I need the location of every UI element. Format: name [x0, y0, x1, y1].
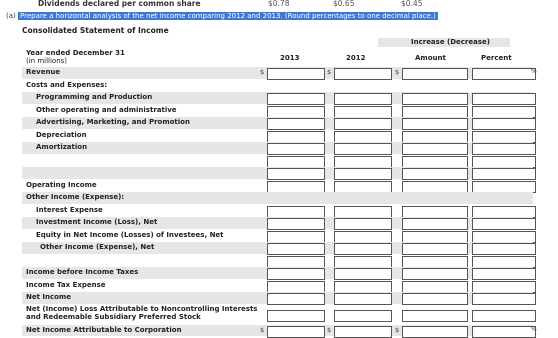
amortization-amount-input[interactable] [402, 143, 468, 155]
year-ended-label: Year ended December 31 [26, 49, 125, 57]
row-programming [22, 92, 533, 105]
revenue-percent-input[interactable] [472, 68, 536, 80]
depreciation-amount-input[interactable] [402, 131, 468, 143]
statement-title: Consolidated Statement of Income [22, 26, 169, 35]
revenue-amount-input[interactable] [402, 68, 468, 80]
row-label: Investment Income (Loss), Net [36, 218, 158, 226]
operating-income-2013-input[interactable] [267, 181, 325, 193]
equity-amount-input[interactable] [402, 231, 468, 243]
costs-total-amount-input[interactable] [402, 156, 468, 168]
nci-2012-input[interactable] [334, 310, 392, 322]
dollar-sign: $ [395, 325, 400, 334]
blank-percent-input[interactable] [472, 168, 536, 180]
other-operating-2012-input[interactable] [334, 106, 392, 118]
amortization-percent-input[interactable] [472, 143, 536, 155]
equity-2013-input[interactable] [267, 231, 325, 243]
row-other-total [22, 255, 533, 268]
row-label: Interest Expense [36, 205, 103, 214]
income-statement-table [22, 36, 537, 337]
other-total-percent-input[interactable] [472, 256, 536, 268]
row-other-operating [22, 105, 533, 118]
nci-2013-input[interactable] [267, 310, 325, 322]
row-tax [22, 280, 533, 293]
income-before-2012-input[interactable] [334, 268, 392, 280]
net-income-2012-input[interactable] [334, 293, 392, 305]
percent-sign: % [531, 325, 537, 333]
row-label: Income before Income Taxes [26, 268, 139, 276]
row-label: Equity in Net Income (Losses) of Investees, Net [36, 230, 224, 239]
other-net-percent-input[interactable] [472, 243, 536, 255]
nci-amount-input[interactable] [402, 310, 468, 322]
dividends-row [0, 0, 558, 10]
row-net-income [22, 292, 533, 305]
dollar-sign: $ [260, 68, 265, 76]
row-label: Advertising, Marketing, and Promotion [36, 118, 190, 126]
row-investment [22, 217, 533, 230]
blank-2012-input[interactable] [334, 168, 392, 180]
operating-income-amount-input[interactable] [402, 181, 468, 193]
blank-2013-input[interactable] [267, 168, 325, 180]
dividends-2011: $0.45 [401, 0, 423, 8]
programming-2013-input[interactable] [267, 93, 325, 105]
dividends-2013: $0.78 [268, 0, 290, 8]
tax-2013-input[interactable] [267, 281, 325, 293]
other-total-amount-input[interactable] [402, 256, 468, 268]
tax-amount-input[interactable] [402, 281, 468, 293]
advertising-percent-input[interactable] [472, 118, 536, 130]
row-other-net [22, 242, 533, 255]
row-label: Net Income Attributable to Corporation [26, 325, 182, 334]
row-revenue [22, 67, 537, 80]
investment-2013-input[interactable] [267, 218, 325, 230]
programming-amount-input[interactable] [402, 93, 468, 105]
other-operating-amount-input[interactable] [402, 106, 468, 118]
question-text: Prepare a horizontal analysis of the net income comparing 2012 and 2013. (Round percentages to one decimal place.) [20, 12, 436, 20]
row-amortization [22, 142, 533, 155]
operating-income-2012-input[interactable] [334, 181, 392, 193]
net-income-2013-input[interactable] [267, 293, 325, 305]
net-income-amount-input[interactable] [402, 293, 468, 305]
equity-percent-input[interactable] [472, 231, 536, 243]
row-equity [22, 230, 533, 243]
interest-amount-input[interactable] [402, 206, 468, 218]
row-interest [22, 205, 533, 218]
other-net-2013-input[interactable] [267, 243, 325, 255]
row-label: Net Income [26, 293, 71, 301]
dollar-sign: $ [327, 325, 332, 334]
costs-total-2013-input[interactable] [267, 156, 325, 168]
interest-percent-input[interactable] [472, 206, 536, 218]
percent-sign: % [531, 68, 537, 75]
amortization-2013-input[interactable] [267, 143, 325, 155]
costs-total-2012-input[interactable] [334, 156, 392, 168]
row-label: Operating Income [26, 180, 97, 189]
attrib-amount-input[interactable] [402, 326, 468, 338]
row-costs-total [22, 155, 533, 168]
row-label: Programming and Production [36, 93, 153, 101]
row-label: Other Income (Expense), Net [40, 243, 155, 251]
interest-2013-input[interactable] [267, 206, 325, 218]
advertising-2013-input[interactable] [267, 118, 325, 130]
income-before-amount-input[interactable] [402, 268, 468, 280]
other-operating-percent-input[interactable] [472, 106, 536, 118]
other-operating-2013-input[interactable] [267, 106, 325, 118]
row-label: Income Tax Expense [26, 280, 106, 289]
depreciation-percent-input[interactable] [472, 131, 536, 143]
row-income-before [22, 267, 533, 280]
programming-2012-input[interactable] [334, 93, 392, 105]
row-label: Amortization [36, 143, 88, 151]
row-blank [22, 167, 533, 180]
equity-2012-input[interactable] [334, 231, 392, 243]
header-spacer [22, 36, 533, 49]
col-percent-header: Percent [481, 54, 512, 62]
row-label: Net (Income) Loss Attributable to Noncontrolling Interests [26, 304, 258, 313]
row-other-income-header [22, 192, 533, 205]
row-label: Other operating and administrative [36, 105, 177, 114]
nci-percent-input[interactable] [472, 310, 536, 322]
row-label: Revenue [26, 68, 61, 76]
tax-2012-input[interactable] [334, 281, 392, 293]
other-net-amount-input[interactable] [402, 243, 468, 255]
row-advertising [22, 117, 533, 130]
other-total-2013-input[interactable] [267, 256, 325, 268]
row-label-cont: and Redeemable Subsidiary Preferred Stock [26, 312, 201, 321]
dollar-sign: $ [327, 68, 332, 76]
attrib-percent-input[interactable] [472, 326, 536, 338]
advertising-amount-input[interactable] [402, 118, 468, 130]
blank-amount-input[interactable] [402, 168, 468, 180]
question-prompt [6, 12, 438, 20]
row-costs-header [22, 80, 533, 93]
tax-percent-input[interactable] [472, 281, 536, 293]
attrib-2012-input[interactable] [334, 326, 392, 338]
depreciation-2012-input[interactable] [334, 131, 392, 143]
programming-percent-input[interactable] [472, 93, 536, 105]
row-attrib [22, 325, 537, 338]
increase-header: Increase (Decrease) [411, 38, 490, 46]
dollar-sign: $ [395, 68, 400, 76]
amortization-2012-input[interactable] [334, 143, 392, 155]
row-label: Depreciation [36, 130, 87, 139]
row-operating-income [22, 180, 533, 193]
operating-income-percent-input[interactable] [472, 181, 536, 193]
attrib-2013-input[interactable] [267, 326, 325, 338]
depreciation-2013-input[interactable] [267, 131, 325, 143]
costs-total-percent-input[interactable] [472, 156, 536, 168]
dividends-2012: $0.65 [333, 0, 355, 8]
dollar-sign: $ [260, 325, 265, 334]
row-depreciation [22, 130, 533, 143]
row-nci [22, 305, 533, 325]
interest-2012-input[interactable] [334, 206, 392, 218]
revenue-2013-input[interactable] [267, 68, 325, 80]
investment-amount-input[interactable] [402, 218, 468, 230]
other-net-2012-input[interactable] [334, 243, 392, 255]
income-before-2013-input[interactable] [267, 268, 325, 280]
dividends-label: Dividends declared per common share [38, 0, 201, 8]
in-millions-label: (in millions) [26, 57, 68, 65]
col-amount-header: Amount [415, 54, 446, 62]
net-income-percent-input[interactable] [472, 293, 536, 305]
question-part: (a) [6, 12, 16, 20]
investment-2012-input[interactable] [334, 218, 392, 230]
revenue-2012-input[interactable] [334, 68, 392, 80]
col-2013-header: 2013 [280, 54, 300, 62]
row-label: Other Income (Expense): [26, 193, 125, 201]
other-total-2012-input[interactable] [334, 256, 392, 268]
advertising-2012-input[interactable] [334, 118, 392, 130]
investment-percent-input[interactable] [472, 218, 536, 230]
row-label: Costs and Expenses: [26, 80, 108, 89]
col-2012-header: 2012 [346, 54, 366, 62]
column-header-row [22, 49, 533, 67]
income-before-percent-input[interactable] [472, 268, 536, 280]
